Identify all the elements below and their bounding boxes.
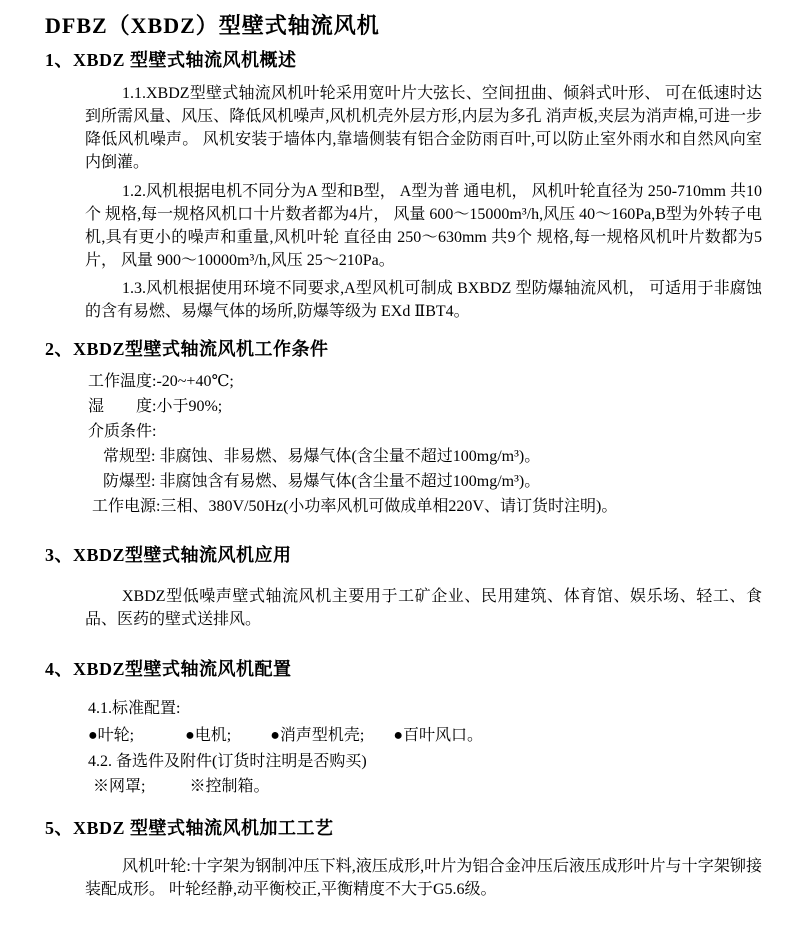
option-item-mesh-cover: ※网罩; [93, 778, 146, 795]
config-item-impeller: ●叶轮; [88, 727, 135, 744]
config-item-motor: ●电机; [185, 727, 232, 744]
optional-config-items [93, 775, 800, 798]
paragraph-1-1: 1.1.XBDZ型壁式轴流风机叶轮采用宽叶片大弦长、空间扭曲、倾斜式叶形、 可在低速时达到所需风量、风压、降低风机噪声,风机机壳外层方形,内层为多孔 消声板,夹层为消声棉,可进一步降低风机噪声。 风机安装于墙体内,靠墙侧装有铝合金防雨百叶,可以防止室外雨水和自然风向室内倒灌。 [85, 85, 762, 171]
paragraph-application: XBDZ型低噪声壁式轴流风机主要用于工矿企业、民用建筑、体育馆、娱乐场、轻工、食品、医药的壁式送排风。 [85, 588, 762, 628]
section-1-heading: 1、XBDZ 型壁式轴流风机概述 [45, 50, 297, 70]
section-5-heading: 5、XBDZ 型壁式轴流风机加工工艺 [45, 818, 334, 838]
section-3-heading: 3、XBDZ型壁式轴流风机应用 [45, 545, 292, 565]
paragraph-1-2: 1.2.风机根据电机不同分为A 型和B型， A型为普 通电机， 风机叶轮直径为 250-710mm 共10个 规格,每一规格风机口十片数者都为4片， 风量 600～15000m³/h,风压 40～160Pa,B型为外转子电机,具有更小的噪声和重量,风机叶轮 直径由 250～630mm 共9个 规格,每一规格风机叶片数都为5片， 风量 900～10000m³/h,风压 25～210Pa。 [85, 183, 762, 269]
working-conditions-list [0, 369, 800, 519]
document-title: DFBZ（XBDZ）型壁式轴流风机 [45, 13, 380, 38]
config-item-louver-outlet: ●百叶风口。 [393, 727, 484, 744]
condition-normal-type: 常规型: 非腐蚀、非易燃、易爆气体(含尘量不超过100mg/m³)。 [103, 448, 541, 465]
standard-config-label: 4.1.标准配置: [88, 700, 181, 717]
condition-humidity: 湿 度:小于90%; [88, 398, 223, 415]
standard-config-items [88, 724, 800, 747]
optional-config-label: 4.2. 备选件及附件(订货时注明是否购买) [88, 753, 367, 770]
paragraph-1-3: 1.3.风机根据使用环境不同要求,A型风机可制成 BXBDZ 型防爆轴流风机， 可适用于非腐蚀的含有易燃、易爆气体的场所,防爆等级为 EXd ⅡBT4。 [85, 280, 762, 320]
section-2-heading: 2、XBDZ型壁式轴流风机工作条件 [45, 339, 329, 359]
condition-power-supply: 工作电源:三相、380V/50Hz(小功率风机可做成单相220V、请订货时注明)。 [92, 498, 618, 515]
condition-medium: 介质条件: [88, 423, 157, 440]
config-item-silencer-casing: ●消声型机壳; [270, 727, 365, 744]
condition-explosion-type: 防爆型: 非腐蚀含有易燃、易爆气体(含尘量不超过100mg/m³)。 [103, 473, 541, 490]
paragraph-manufacturing: 风机叶轮:十字架为钢制冲压下料,液压成形,叶片为铝合金冲压后液压成形叶片与十字架铆接装配成形。 叶轮经静,动平衡校正,平衡精度不大于G5.6级。 [85, 858, 762, 898]
condition-temperature: 工作温度:-20~+40℃; [88, 373, 234, 390]
option-item-control-box: ※控制箱。 [189, 778, 270, 795]
section-4-heading: 4、XBDZ型壁式轴流风机配置 [45, 659, 292, 679]
